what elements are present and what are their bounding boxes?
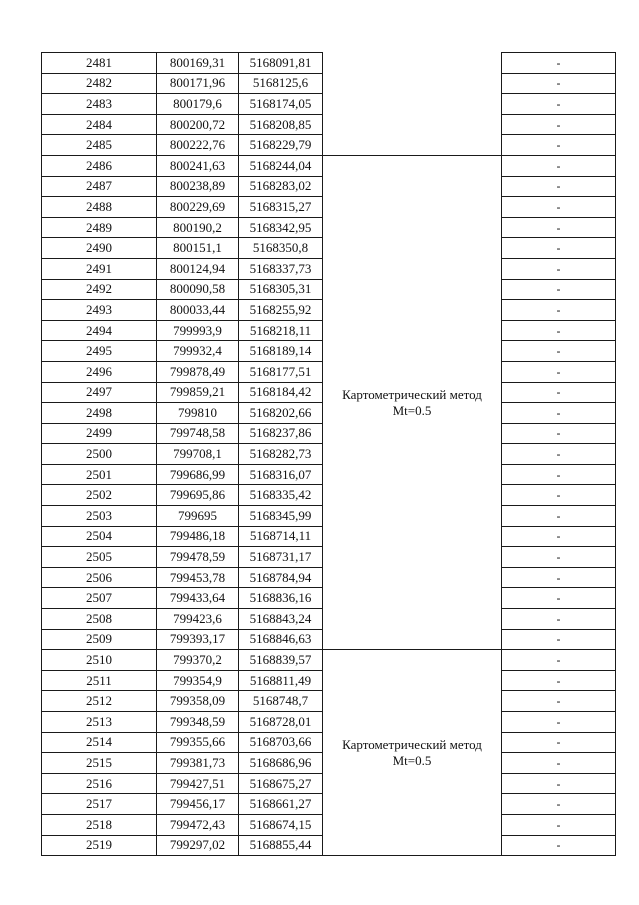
- point-number-cell: 2501: [42, 464, 157, 485]
- point-number-cell: 2489: [42, 217, 157, 238]
- point-number-cell: 2491: [42, 258, 157, 279]
- x-coordinate-cell: 799456,17: [157, 794, 239, 815]
- point-number-cell: 2505: [42, 547, 157, 568]
- accuracy-cell: -: [502, 712, 616, 733]
- method-label: Картометрический метод: [342, 386, 482, 402]
- accuracy-cell: -: [502, 258, 616, 279]
- y-coordinate-cell: 5168350,8: [239, 238, 323, 259]
- x-coordinate-cell: 799708,1: [157, 444, 239, 465]
- x-coordinate-cell: 799686,99: [157, 464, 239, 485]
- x-coordinate-cell: 799695,86: [157, 485, 239, 506]
- coordinates-table-body: [42, 53, 616, 856]
- point-number-cell: 2503: [42, 506, 157, 527]
- accuracy-cell: -: [502, 73, 616, 94]
- y-coordinate-cell: 5168686,96: [239, 753, 323, 774]
- y-coordinate-cell: 5168244,04: [239, 155, 323, 176]
- y-coordinate-cell: 5168208,85: [239, 114, 323, 135]
- accuracy-cell: -: [502, 629, 616, 650]
- x-coordinate-cell: 799370,2: [157, 650, 239, 671]
- y-coordinate-cell: 5168125,6: [239, 73, 323, 94]
- point-number-cell: 2511: [42, 670, 157, 691]
- y-coordinate-cell: 5168282,73: [239, 444, 323, 465]
- x-coordinate-cell: 799472,43: [157, 814, 239, 835]
- point-number-cell: 2509: [42, 629, 157, 650]
- y-coordinate-cell: 5168237,86: [239, 423, 323, 444]
- point-number-cell: 2492: [42, 279, 157, 300]
- x-coordinate-cell: 799748,58: [157, 423, 239, 444]
- accuracy-cell: -: [502, 753, 616, 774]
- y-coordinate-cell: 5168315,27: [239, 197, 323, 218]
- point-number-cell: 2518: [42, 814, 157, 835]
- accuracy-cell: -: [502, 732, 616, 753]
- point-number-cell: 2513: [42, 712, 157, 733]
- y-coordinate-cell: 5168784,94: [239, 567, 323, 588]
- x-coordinate-cell: 800151,1: [157, 238, 239, 259]
- coordinates-table-sheet: [41, 52, 615, 856]
- x-coordinate-cell: 800222,76: [157, 135, 239, 156]
- method-accuracy-label: Mt=0.5: [392, 752, 432, 768]
- table-row: [42, 53, 616, 74]
- y-coordinate-cell: 5168218,11: [239, 320, 323, 341]
- x-coordinate-cell: 799486,18: [157, 526, 239, 547]
- y-coordinate-cell: 5168229,79: [239, 135, 323, 156]
- accuracy-cell: -: [502, 53, 616, 74]
- point-number-cell: 2506: [42, 567, 157, 588]
- accuracy-cell: -: [502, 361, 616, 382]
- x-coordinate-cell: 799453,78: [157, 567, 239, 588]
- y-coordinate-cell: 5168189,14: [239, 341, 323, 362]
- x-coordinate-cell: 800229,69: [157, 197, 239, 218]
- x-coordinate-cell: 799478,59: [157, 547, 239, 568]
- x-coordinate-cell: 799810: [157, 403, 239, 424]
- y-coordinate-cell: 5168748,7: [239, 691, 323, 712]
- accuracy-cell: -: [502, 403, 616, 424]
- point-number-cell: 2488: [42, 197, 157, 218]
- x-coordinate-cell: 799354,9: [157, 670, 239, 691]
- point-number-cell: 2510: [42, 650, 157, 671]
- accuracy-cell: -: [502, 135, 616, 156]
- y-coordinate-cell: 5168855,44: [239, 835, 323, 856]
- point-number-cell: 2482: [42, 73, 157, 94]
- point-number-cell: 2496: [42, 361, 157, 382]
- accuracy-cell: -: [502, 670, 616, 691]
- y-coordinate-cell: 5168255,92: [239, 300, 323, 321]
- accuracy-cell: -: [502, 300, 616, 321]
- accuracy-cell: -: [502, 444, 616, 465]
- point-number-cell: 2483: [42, 94, 157, 115]
- accuracy-cell: -: [502, 773, 616, 794]
- point-number-cell: 2493: [42, 300, 157, 321]
- point-number-cell: 2498: [42, 403, 157, 424]
- y-coordinate-cell: 5168674,15: [239, 814, 323, 835]
- y-coordinate-cell: 5168675,27: [239, 773, 323, 794]
- x-coordinate-cell: 799433,64: [157, 588, 239, 609]
- x-coordinate-cell: 800033,44: [157, 300, 239, 321]
- accuracy-cell: -: [502, 691, 616, 712]
- point-number-cell: 2499: [42, 423, 157, 444]
- accuracy-cell: -: [502, 320, 616, 341]
- y-coordinate-cell: 5168091,81: [239, 53, 323, 74]
- accuracy-cell: -: [502, 588, 616, 609]
- x-coordinate-cell: 799355,66: [157, 732, 239, 753]
- x-coordinate-cell: 800169,31: [157, 53, 239, 74]
- y-coordinate-cell: 5168843,24: [239, 609, 323, 630]
- accuracy-cell: -: [502, 217, 616, 238]
- point-number-cell: 2516: [42, 773, 157, 794]
- point-number-cell: 2481: [42, 53, 157, 74]
- point-number-cell: 2490: [42, 238, 157, 259]
- y-coordinate-cell: 5168661,27: [239, 794, 323, 815]
- accuracy-cell: -: [502, 382, 616, 403]
- y-coordinate-cell: 5168731,17: [239, 547, 323, 568]
- x-coordinate-cell: 800190,2: [157, 217, 239, 238]
- y-coordinate-cell: 5168728,01: [239, 712, 323, 733]
- y-coordinate-cell: 5168836,16: [239, 588, 323, 609]
- x-coordinate-cell: 799358,09: [157, 691, 239, 712]
- method-cell: [323, 650, 502, 856]
- y-coordinate-cell: 5168202,66: [239, 403, 323, 424]
- accuracy-cell: -: [502, 279, 616, 300]
- x-coordinate-cell: 800179,6: [157, 94, 239, 115]
- x-coordinate-cell: 799859,21: [157, 382, 239, 403]
- x-coordinate-cell: 800200,72: [157, 114, 239, 135]
- x-coordinate-cell: 799348,59: [157, 712, 239, 733]
- accuracy-cell: -: [502, 835, 616, 856]
- x-coordinate-cell: 799297,02: [157, 835, 239, 856]
- accuracy-cell: -: [502, 609, 616, 630]
- x-coordinate-cell: 799878,49: [157, 361, 239, 382]
- table-row: [42, 650, 616, 671]
- accuracy-cell: -: [502, 814, 616, 835]
- y-coordinate-cell: 5168703,66: [239, 732, 323, 753]
- accuracy-cell: -: [502, 567, 616, 588]
- y-coordinate-cell: 5168335,42: [239, 485, 323, 506]
- point-number-cell: 2514: [42, 732, 157, 753]
- point-number-cell: 2512: [42, 691, 157, 712]
- accuracy-cell: -: [502, 176, 616, 197]
- y-coordinate-cell: 5168714,11: [239, 526, 323, 547]
- y-coordinate-cell: 5168342,95: [239, 217, 323, 238]
- accuracy-cell: -: [502, 197, 616, 218]
- point-number-cell: 2500: [42, 444, 157, 465]
- method-label: Картометрический метод: [342, 736, 482, 752]
- method-accuracy-label: Mt=0.5: [392, 402, 432, 418]
- point-number-cell: 2504: [42, 526, 157, 547]
- y-coordinate-cell: 5168316,07: [239, 464, 323, 485]
- accuracy-cell: -: [502, 94, 616, 115]
- point-number-cell: 2508: [42, 609, 157, 630]
- point-number-cell: 2487: [42, 176, 157, 197]
- y-coordinate-cell: 5168839,57: [239, 650, 323, 671]
- y-coordinate-cell: 5168811,49: [239, 670, 323, 691]
- x-coordinate-cell: 799381,73: [157, 753, 239, 774]
- y-coordinate-cell: 5168337,73: [239, 258, 323, 279]
- x-coordinate-cell: 800090,58: [157, 279, 239, 300]
- point-number-cell: 2497: [42, 382, 157, 403]
- y-coordinate-cell: 5168174,05: [239, 94, 323, 115]
- point-number-cell: 2485: [42, 135, 157, 156]
- method-cell: [323, 155, 502, 649]
- accuracy-cell: -: [502, 485, 616, 506]
- y-coordinate-cell: 5168305,31: [239, 279, 323, 300]
- accuracy-cell: -: [502, 506, 616, 527]
- y-coordinate-cell: 5168184,42: [239, 382, 323, 403]
- accuracy-cell: -: [502, 464, 616, 485]
- point-number-cell: 2484: [42, 114, 157, 135]
- x-coordinate-cell: 800171,96: [157, 73, 239, 94]
- y-coordinate-cell: 5168177,51: [239, 361, 323, 382]
- x-coordinate-cell: 799423,6: [157, 609, 239, 630]
- point-number-cell: 2502: [42, 485, 157, 506]
- x-coordinate-cell: 799932,4: [157, 341, 239, 362]
- point-number-cell: 2486: [42, 155, 157, 176]
- coordinates-table: [41, 52, 616, 856]
- table-row: [42, 155, 616, 176]
- x-coordinate-cell: 799993,9: [157, 320, 239, 341]
- point-number-cell: 2519: [42, 835, 157, 856]
- accuracy-cell: -: [502, 341, 616, 362]
- point-number-cell: 2494: [42, 320, 157, 341]
- point-number-cell: 2515: [42, 753, 157, 774]
- accuracy-cell: -: [502, 794, 616, 815]
- x-coordinate-cell: 800241,63: [157, 155, 239, 176]
- x-coordinate-cell: 800238,89: [157, 176, 239, 197]
- y-coordinate-cell: 5168283,02: [239, 176, 323, 197]
- accuracy-cell: -: [502, 114, 616, 135]
- point-number-cell: 2507: [42, 588, 157, 609]
- accuracy-cell: -: [502, 238, 616, 259]
- y-coordinate-cell: 5168345,99: [239, 506, 323, 527]
- x-coordinate-cell: 799427,51: [157, 773, 239, 794]
- x-coordinate-cell: 799393,17: [157, 629, 239, 650]
- accuracy-cell: -: [502, 650, 616, 671]
- x-coordinate-cell: 799695: [157, 506, 239, 527]
- accuracy-cell: -: [502, 547, 616, 568]
- point-number-cell: 2517: [42, 794, 157, 815]
- point-number-cell: 2495: [42, 341, 157, 362]
- y-coordinate-cell: 5168846,63: [239, 629, 323, 650]
- method-cell: [323, 53, 502, 156]
- accuracy-cell: -: [502, 526, 616, 547]
- accuracy-cell: -: [502, 423, 616, 444]
- accuracy-cell: -: [502, 155, 616, 176]
- x-coordinate-cell: 800124,94: [157, 258, 239, 279]
